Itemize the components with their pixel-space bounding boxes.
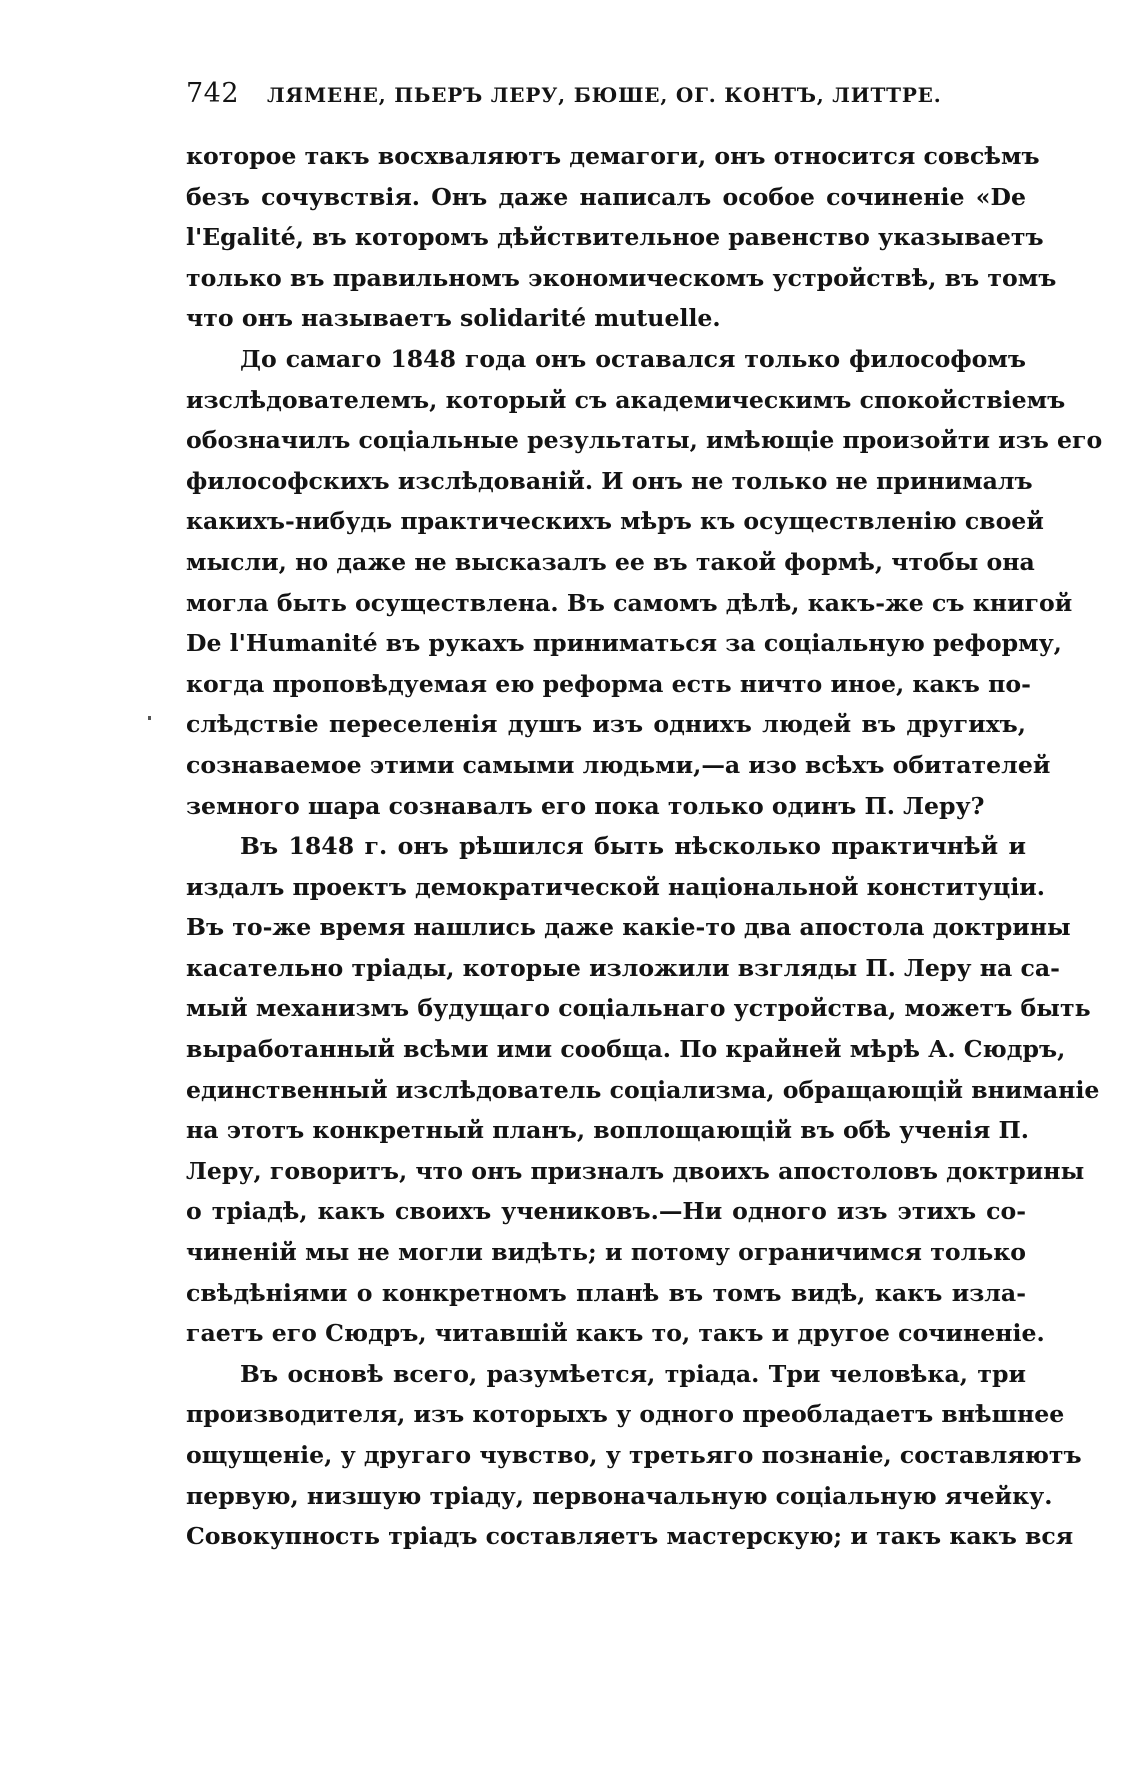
text-line: De l'Humanité въ рукахъ приниматься за соціальную реформу, <box>186 629 1062 658</box>
text-line: которое такъ восхваляютъ демагоги, онъ относится совсѣмъ <box>186 142 1040 170</box>
page-number: 742 <box>186 78 240 109</box>
text-line: единственный изслѣдователь соціализма, обращающій вниманіе <box>186 1075 1100 1104</box>
text-line: земного шара сознавалъ его пока только одинъ П. Леру? <box>186 791 985 820</box>
text-line: мысли, но даже не высказалъ ее въ такой формѣ, чтобы она <box>186 547 1035 576</box>
text-line: что онъ называетъ solidarité mutuelle. <box>186 304 721 333</box>
text-line: какихъ-нибудь практическихъ мѣръ къ осуществленію своей <box>186 507 1044 536</box>
text-line: касательно тріады, которые изложили взгляды П. Леру на са- <box>186 953 1060 982</box>
text-line: Въ то-же время нашлись даже какіе-то два апостола доктрины <box>186 913 1071 942</box>
body-text <box>186 136 1103 1557</box>
text-line: чиненій мы не могли видѣть; и потому ограничимся только <box>186 1238 1026 1267</box>
paragraph <box>186 136 1057 339</box>
text-line: гаетъ его Сюдръ, читавшій какъ то, такъ и другое сочиненіе. <box>186 1319 1045 1348</box>
text-line: сознаваемое этими самыми людьми,—а изо всѣхъ обитателей <box>186 750 1051 779</box>
text-line: l'Egalité, въ которомъ дѣйствительное равенство указываетъ <box>186 223 1044 252</box>
paragraph <box>186 1354 1082 1557</box>
book-page <box>186 78 1103 1557</box>
text-line: изслѣдователемъ, который съ академическимъ спокойствіемъ <box>186 385 1066 414</box>
text-line: только въ правильномъ экономическомъ устройствѣ, въ томъ <box>186 263 1057 292</box>
text-line: Въ 1848 г. онъ рѣшился быть нѣсколько практичнѣй и <box>240 832 1026 861</box>
text-line: обозначилъ соціальные результаты, имѣющіе произойти изъ его <box>186 426 1103 455</box>
text-line: о тріадѣ, какъ своихъ учениковъ.—Ни одного изъ этихъ со- <box>186 1197 1026 1226</box>
text-line: когда проповѣдуемая ею реформа есть ничто иное, какъ по- <box>186 669 1031 698</box>
running-title: ЛЯМЕНЕ, ПЬЕРЪ ЛЕРУ, БЮШЕ, ОГ. КОНТЪ, ЛИТТРЕ. <box>267 83 942 107</box>
text-line: безъ сочувствія. Онъ даже написалъ особое сочиненіе «De <box>186 182 1026 211</box>
text-line: философскихъ изслѣдованій. И онъ не только не принималъ <box>186 466 1033 495</box>
text-line: первую, низшую тріаду, первоначальную соціальную ячейку. <box>186 1481 1053 1510</box>
text-line: слѣдствіе переселенія душъ изъ однихъ людей въ другихъ, <box>186 710 1026 739</box>
text-line: производителя, изъ которыхъ у одного преобладаетъ внѣшнее <box>186 1400 1065 1429</box>
text-line: Совокупность тріадъ составляетъ мастерскую; и такъ какъ вся <box>186 1522 1074 1551</box>
text-line: издалъ проектъ демократической національной конституціи. <box>186 872 1046 901</box>
paragraph <box>186 826 1100 1354</box>
margin-speck <box>148 716 151 720</box>
text-line: могла быть осуществлена. Въ самомъ дѣлѣ, какъ-же съ книгой <box>186 588 1073 617</box>
running-head <box>186 78 1026 118</box>
text-line: Въ основѣ всего, разумѣется, тріада. Три человѣка, три <box>240 1359 1026 1388</box>
text-line: мый механизмъ будущаго соціальнаго устройства, можетъ быть <box>186 994 1091 1023</box>
text-line: Леру, говоритъ, что онъ призналъ двоихъ апостоловъ доктрины <box>186 1156 1085 1185</box>
text-line: выработанный всѣми ими сообща. По крайней мѣрѣ А. Сюдръ, <box>186 1035 1066 1064</box>
text-line: До самаго 1848 года онъ оставался только философомъ <box>240 344 1026 373</box>
text-line: ощущеніе, у другаго чувство, у третьяго познаніе, составляютъ <box>186 1441 1082 1469</box>
paragraph <box>186 339 1103 826</box>
text-line: свѣдѣніями о конкретномъ планѣ въ томъ видѣ, какъ изла- <box>186 1278 1026 1307</box>
text-line: на этотъ конкретный планъ, воплощающій въ обѣ ученія П. <box>186 1116 1029 1145</box>
